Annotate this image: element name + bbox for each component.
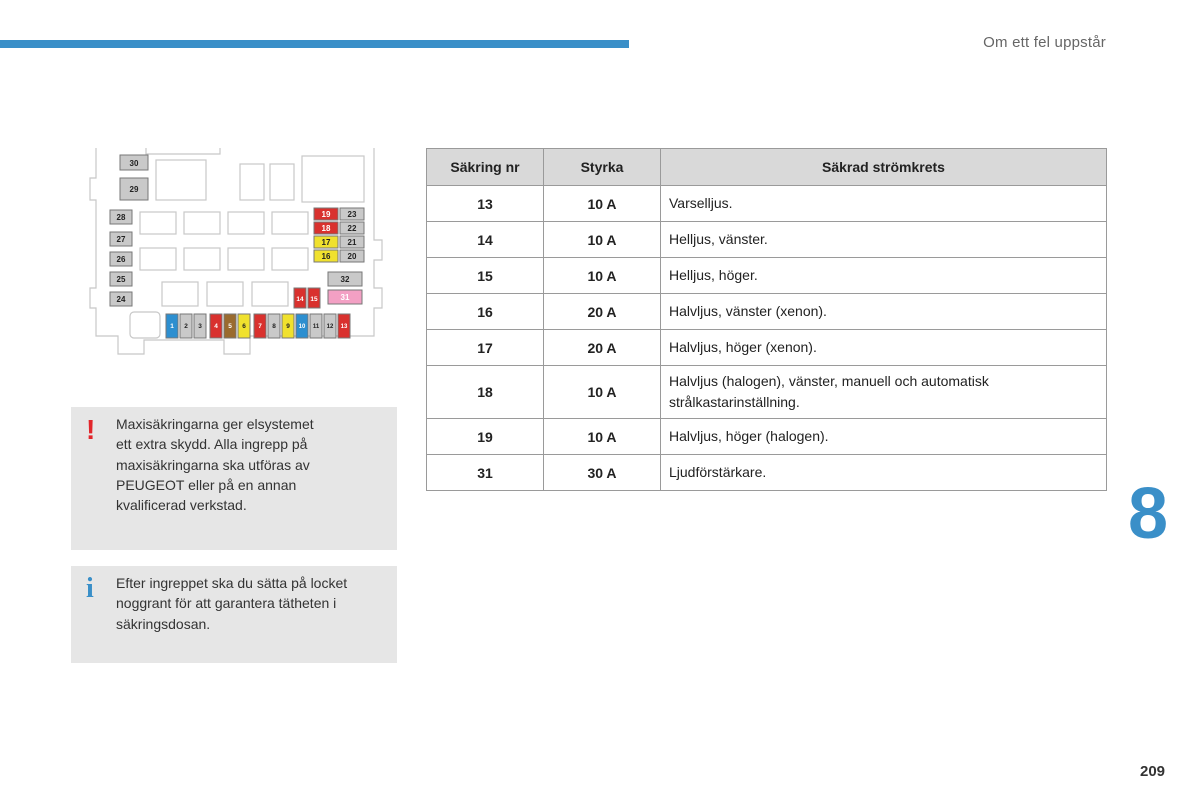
fuse-label: 22 [347, 224, 357, 233]
fuse-label: 14 [296, 296, 304, 303]
fuse-number-cell: 17 [427, 330, 544, 366]
header-accent-bar [0, 40, 629, 48]
fuse-rating-cell: 20 A [544, 330, 661, 366]
fuse-label: 30 [129, 159, 139, 168]
section-title: Om ett fel uppstår [983, 34, 1106, 51]
fuse-table [426, 148, 1107, 491]
table-row [427, 186, 1107, 222]
fuse-label: 13 [340, 324, 348, 330]
fuse-number-cell: 31 [427, 455, 544, 491]
fuse-label: 10 [298, 324, 306, 330]
info-note [71, 566, 397, 663]
fuse-label: 31 [340, 293, 350, 302]
fuse-label: 29 [129, 185, 139, 194]
page-number: 209 [1140, 763, 1166, 780]
fuse-label: 15 [310, 296, 318, 303]
fuse-number-cell: 13 [427, 186, 544, 222]
fuse-label: 16 [321, 252, 331, 261]
fuse-label: 3 [198, 323, 202, 330]
fuse-label: 4 [214, 323, 218, 330]
fuse-label: 25 [116, 275, 126, 284]
column-header-rating: Styrka [544, 149, 661, 186]
fuse-rating-cell: 10 A [544, 186, 661, 222]
fuse-label: 24 [116, 295, 126, 304]
column-header-fuse-number: Säkring nr [427, 149, 544, 186]
circuit-cell: Halvljus, vänster (xenon). [661, 294, 1107, 330]
fuse-label: 21 [347, 238, 357, 247]
fuse-label: 28 [116, 213, 126, 222]
fuse-number-cell: 16 [427, 294, 544, 330]
info-icon: i [86, 573, 94, 604]
warning-note-text: Maxisäkringarna ger elsystemet ett extra skydd. Alla ingrepp på maxisäkringarna ska utföras av PEUGEOT eller på en annan kvalificerad verkstad. [116, 416, 314, 514]
circuit-cell: Helljus, vänster. [661, 222, 1107, 258]
fuse-number-cell: 14 [427, 222, 544, 258]
fuse-rating-cell: 10 A [544, 258, 661, 294]
circuit-cell: Helljus, höger. [661, 258, 1107, 294]
fuse-rating-cell: 20 A [544, 294, 661, 330]
fuse-label: 26 [116, 255, 126, 264]
info-note-text: Efter ingreppet ska du sätta på locket noggrant för att garantera tätheten i säkringsdosan. [116, 575, 348, 632]
fuse-rating-cell: 10 A [544, 366, 661, 419]
fuse-label: 23 [347, 210, 357, 219]
circuit-cell: Varselljus. [661, 186, 1107, 222]
fuse-label: 5 [228, 323, 232, 330]
fuse-number-cell: 19 [427, 419, 544, 455]
fuse-label: 1 [170, 323, 174, 330]
fuse-box-diagram [74, 148, 394, 366]
circuit-cell: Halvljus, höger (xenon). [661, 330, 1107, 366]
fuse-label: 9 [286, 323, 290, 330]
table-row [427, 258, 1107, 294]
table-row [427, 222, 1107, 258]
circuit-cell: Halvljus (halogen), vänster, manuell och automatisk strålkastarinställning. [661, 366, 1107, 419]
fuse-label: 6 [242, 323, 246, 330]
chapter-number: 8 [1128, 474, 1169, 554]
fuse-rating-cell: 10 A [544, 222, 661, 258]
fuse-number-cell: 18 [427, 366, 544, 419]
fuse-number-cell: 15 [427, 258, 544, 294]
table-row [427, 366, 1107, 419]
fuse-label: 32 [340, 275, 350, 284]
table-row [427, 294, 1107, 330]
fuse-rating-cell: 10 A [544, 419, 661, 455]
warning-icon: ! [86, 414, 96, 445]
table-header-row [427, 149, 1107, 186]
table-row [427, 419, 1107, 455]
table-row [427, 455, 1107, 491]
fuse-label: 11 [312, 324, 320, 330]
fuse-label: 27 [116, 235, 126, 244]
fuse-label: 20 [347, 252, 357, 261]
fuse-label: 7 [258, 323, 262, 330]
fuse-label: 18 [321, 224, 331, 233]
column-header-circuit: Säkrad strömkrets [661, 149, 1107, 186]
fuse-label: 17 [321, 238, 331, 247]
circuit-cell: Ljudförstärkare. [661, 455, 1107, 491]
warning-note [71, 407, 397, 550]
fuse-label: 8 [272, 323, 276, 330]
fuse-rating-cell: 30 A [544, 455, 661, 491]
table-row [427, 330, 1107, 366]
fuse-label: 2 [184, 323, 188, 330]
circuit-cell: Halvljus, höger (halogen). [661, 419, 1107, 455]
fuse-label: 12 [326, 324, 334, 330]
fuse-label: 19 [321, 210, 331, 219]
